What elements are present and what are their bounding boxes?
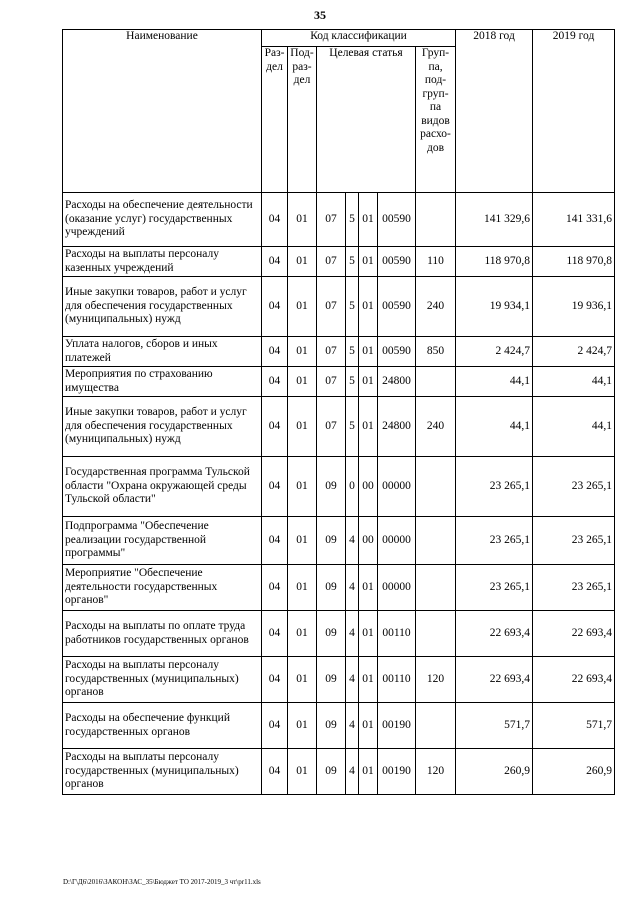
row-razdel: 04 <box>262 657 288 703</box>
row-target-event: 01 <box>359 247 378 277</box>
row-target-program: 07 <box>317 367 346 397</box>
header-group: Груп- па, под- груп- па видов расхо- дов <box>416 47 456 193</box>
table-body <box>63 193 615 795</box>
row-group: 850 <box>416 337 456 367</box>
row-value-2018: 19 934,1 <box>456 277 533 337</box>
row-value-2019: 260,9 <box>533 749 615 795</box>
header-razdel: Раз- дел <box>262 47 288 193</box>
row-name: Расходы на обеспечение деятельности (оказание услуг) государственных учреждений <box>63 193 262 247</box>
row-name: Иные закупки товаров, работ и услуг для обеспечения государственных (муниципальных) нужд <box>63 277 262 337</box>
row-group <box>416 193 456 247</box>
row-target-direction: 00190 <box>378 703 416 749</box>
row-name: Уплата налогов, сборов и иных платежей <box>63 337 262 367</box>
row-target-event: 01 <box>359 611 378 657</box>
row-target-subprogram: 0 <box>346 457 359 517</box>
row-target-direction: 00590 <box>378 193 416 247</box>
row-razdel: 04 <box>262 367 288 397</box>
row-value-2018: 22 693,4 <box>456 657 533 703</box>
row-value-2018: 260,9 <box>456 749 533 795</box>
row-group <box>416 457 456 517</box>
table-row <box>63 397 615 457</box>
row-target-event: 01 <box>359 367 378 397</box>
row-value-2019: 23 265,1 <box>533 565 615 611</box>
row-target-program: 09 <box>317 457 346 517</box>
row-name: Расходы на обеспечение функций государственных органов <box>63 703 262 749</box>
page-number: 35 <box>314 8 326 22</box>
row-name: Мероприятия по страхованию имущества <box>63 367 262 397</box>
row-value-2019: 22 693,4 <box>533 611 615 657</box>
row-group <box>416 565 456 611</box>
row-podrazdel: 01 <box>288 749 317 795</box>
row-razdel: 04 <box>262 611 288 657</box>
row-group <box>416 367 456 397</box>
header-podrazdel: Под- раз- дел <box>288 47 317 193</box>
row-razdel: 04 <box>262 457 288 517</box>
table-row <box>63 657 615 703</box>
row-target-program: 09 <box>317 749 346 795</box>
row-value-2018: 23 265,1 <box>456 565 533 611</box>
row-podrazdel: 01 <box>288 657 317 703</box>
row-group <box>416 611 456 657</box>
row-target-subprogram: 4 <box>346 517 359 565</box>
row-value-2019: 22 693,4 <box>533 657 615 703</box>
row-razdel: 04 <box>262 247 288 277</box>
row-value-2019: 19 936,1 <box>533 277 615 337</box>
row-razdel: 04 <box>262 193 288 247</box>
header-classification: Код классификации <box>262 30 456 47</box>
row-target-direction: 00590 <box>378 277 416 337</box>
row-value-2019: 2 424,7 <box>533 337 615 367</box>
row-group <box>416 703 456 749</box>
table-row <box>63 565 615 611</box>
row-name: Мероприятие "Обеспечение деятельности государственных органов" <box>63 565 262 611</box>
row-target-direction: 00590 <box>378 337 416 367</box>
row-value-2019: 571,7 <box>533 703 615 749</box>
row-target-event: 01 <box>359 193 378 247</box>
row-value-2019: 44,1 <box>533 397 615 457</box>
row-target-direction: 00110 <box>378 611 416 657</box>
row-target-direction: 00590 <box>378 247 416 277</box>
row-name: Расходы на выплаты персоналу казенных учреждений <box>63 247 262 277</box>
table-row <box>63 749 615 795</box>
row-podrazdel: 01 <box>288 277 317 337</box>
budget-table <box>62 29 615 795</box>
row-podrazdel: 01 <box>288 517 317 565</box>
row-target-event: 01 <box>359 337 378 367</box>
row-target-direction: 00110 <box>378 657 416 703</box>
row-target-event: 01 <box>359 657 378 703</box>
row-group: 240 <box>416 277 456 337</box>
row-group: 240 <box>416 397 456 457</box>
row-value-2018: 141 329,6 <box>456 193 533 247</box>
row-target-program: 09 <box>317 657 346 703</box>
row-target-subprogram: 5 <box>346 247 359 277</box>
row-value-2018: 23 265,1 <box>456 517 533 565</box>
row-target-direction: 24800 <box>378 367 416 397</box>
row-target-event: 01 <box>359 397 378 457</box>
row-target-subprogram: 4 <box>346 565 359 611</box>
row-value-2018: 44,1 <box>456 397 533 457</box>
row-name: Расходы на выплаты персоналу государственных (муниципальных) органов <box>63 749 262 795</box>
row-razdel: 04 <box>262 703 288 749</box>
table-row <box>63 247 615 277</box>
row-target-program: 09 <box>317 517 346 565</box>
row-target-direction: 00190 <box>378 749 416 795</box>
row-target-subprogram: 4 <box>346 749 359 795</box>
row-podrazdel: 01 <box>288 565 317 611</box>
header-target-article: Целевая статья <box>317 47 416 193</box>
row-target-event: 01 <box>359 703 378 749</box>
row-group: 120 <box>416 657 456 703</box>
row-podrazdel: 01 <box>288 611 317 657</box>
row-target-subprogram: 5 <box>346 193 359 247</box>
row-target-program: 07 <box>317 337 346 367</box>
row-target-direction: 00000 <box>378 457 416 517</box>
table-row <box>63 367 615 397</box>
row-name: Иные закупки товаров, работ и услуг для обеспечения государственных (муниципальных) нужд <box>63 397 262 457</box>
row-target-subprogram: 5 <box>346 337 359 367</box>
row-value-2018: 2 424,7 <box>456 337 533 367</box>
table-row <box>63 193 615 247</box>
row-target-program: 07 <box>317 397 346 457</box>
row-target-event: 01 <box>359 565 378 611</box>
file-path-footer: D:\Г\Д6\2016\ЗАКОН\ЗАС_35\Бюджет ТО 2017-2019_3 чт\pr11.xls <box>63 878 261 886</box>
row-target-subprogram: 4 <box>346 611 359 657</box>
table-row <box>63 337 615 367</box>
row-target-program: 07 <box>317 193 346 247</box>
row-group <box>416 517 456 565</box>
row-target-subprogram: 5 <box>346 397 359 457</box>
row-podrazdel: 01 <box>288 703 317 749</box>
header-name: Наименование <box>63 30 262 193</box>
row-podrazdel: 01 <box>288 193 317 247</box>
row-target-program: 07 <box>317 277 346 337</box>
row-value-2019: 23 265,1 <box>533 517 615 565</box>
row-podrazdel: 01 <box>288 337 317 367</box>
row-target-subprogram: 5 <box>346 367 359 397</box>
row-value-2019: 118 970,8 <box>533 247 615 277</box>
row-razdel: 04 <box>262 749 288 795</box>
row-target-program: 09 <box>317 565 346 611</box>
row-target-event: 00 <box>359 457 378 517</box>
row-target-program: 09 <box>317 611 346 657</box>
header-year-2019: 2019 год <box>533 30 615 193</box>
row-target-program: 07 <box>317 247 346 277</box>
row-value-2018: 23 265,1 <box>456 457 533 517</box>
row-podrazdel: 01 <box>288 397 317 457</box>
row-name: Государственная программа Тульской области "Охрана окружающей среды Тульской области" <box>63 457 262 517</box>
row-value-2019: 23 265,1 <box>533 457 615 517</box>
row-target-event: 01 <box>359 749 378 795</box>
row-target-direction: 24800 <box>378 397 416 457</box>
row-podrazdel: 01 <box>288 457 317 517</box>
row-target-event: 00 <box>359 517 378 565</box>
row-target-subprogram: 4 <box>346 703 359 749</box>
row-podrazdel: 01 <box>288 247 317 277</box>
row-target-program: 09 <box>317 703 346 749</box>
row-value-2018: 22 693,4 <box>456 611 533 657</box>
row-value-2018: 571,7 <box>456 703 533 749</box>
row-target-subprogram: 5 <box>346 277 359 337</box>
row-name: Расходы на выплаты по оплате труда работников государственных органов <box>63 611 262 657</box>
row-value-2019: 141 331,6 <box>533 193 615 247</box>
table-row <box>63 457 615 517</box>
table-row <box>63 277 615 337</box>
row-value-2019: 44,1 <box>533 367 615 397</box>
header-year-2018: 2018 год <box>456 30 533 193</box>
table-row <box>63 517 615 565</box>
row-podrazdel: 01 <box>288 367 317 397</box>
row-razdel: 04 <box>262 337 288 367</box>
row-group: 120 <box>416 749 456 795</box>
row-value-2018: 118 970,8 <box>456 247 533 277</box>
row-razdel: 04 <box>262 517 288 565</box>
table-row <box>63 611 615 657</box>
row-razdel: 04 <box>262 397 288 457</box>
row-value-2018: 44,1 <box>456 367 533 397</box>
table-row <box>63 703 615 749</box>
row-razdel: 04 <box>262 565 288 611</box>
row-target-direction: 00000 <box>378 565 416 611</box>
row-razdel: 04 <box>262 277 288 337</box>
row-name: Подпрограмма "Обеспечение реализации государственной программы" <box>63 517 262 565</box>
row-target-event: 01 <box>359 277 378 337</box>
row-group: 110 <box>416 247 456 277</box>
row-name: Расходы на выплаты персоналу государственных (муниципальных) органов <box>63 657 262 703</box>
row-target-direction: 00000 <box>378 517 416 565</box>
row-target-subprogram: 4 <box>346 657 359 703</box>
